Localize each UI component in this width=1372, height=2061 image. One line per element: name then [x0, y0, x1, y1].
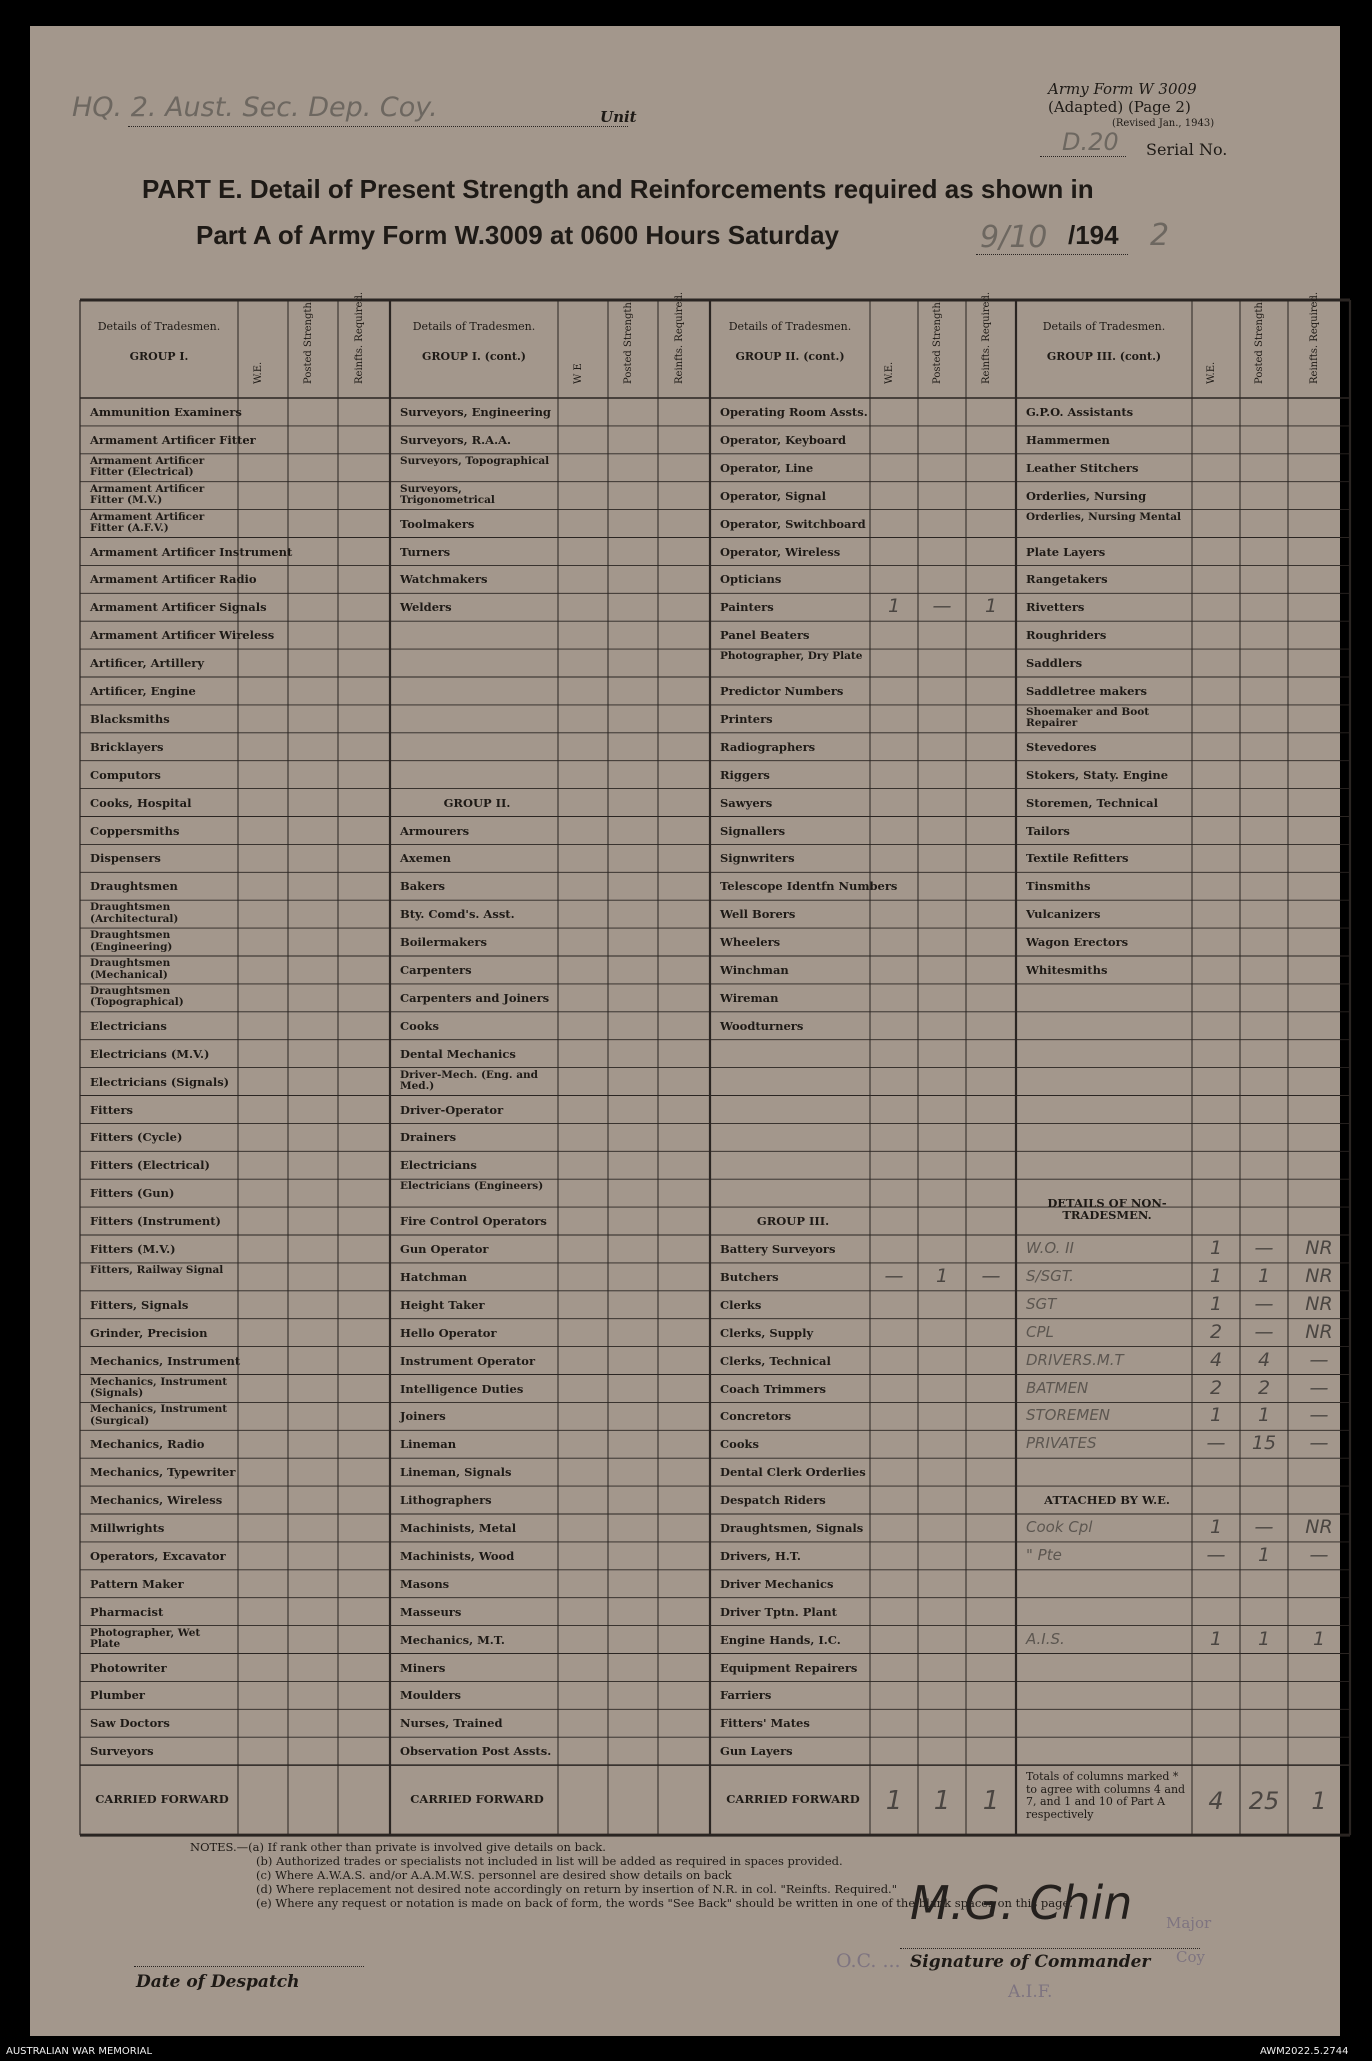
list-item: Hammermen: [1026, 432, 1110, 447]
value-handwritten: 1: [1257, 1543, 1271, 1566]
list-item: Cooks: [720, 1437, 759, 1452]
list-item: Operators, Excavator: [90, 1548, 226, 1563]
list-item: Photographer, Wet Plate: [90, 1626, 201, 1651]
list-item: Coppersmiths: [90, 823, 180, 838]
list-item: Draughtsmen (Topographical): [90, 984, 184, 1009]
list-item: Fitters (Electrical): [90, 1158, 210, 1173]
list-item: Toolmakers: [400, 516, 475, 531]
list-item: Concretors: [720, 1409, 792, 1424]
list-item: Bty. Comd's. Asst.: [400, 907, 515, 922]
list-item: Armament Artificer Fitter (Electrical): [90, 454, 205, 479]
list-item: Despatch Riders: [720, 1493, 826, 1508]
carried-forward-label: CARRIED FORWARD: [410, 1792, 544, 1807]
column-header-group: GROUP II. (cont.): [735, 350, 845, 363]
list-item: Driver Mechanics: [720, 1576, 834, 1591]
list-item: Electricians (Engineers): [400, 1180, 544, 1193]
carried-forward-value: 1: [933, 1786, 951, 1817]
list-item: Observation Post Assts.: [400, 1744, 552, 1759]
list-item-handwritten: Cook Cpl: [1026, 1518, 1093, 1536]
list-item: Orderlies, Nursing: [1026, 488, 1147, 503]
list-item: Fitters (M.V.): [90, 1242, 176, 1256]
list-item: Surveyors, Trigonometrical: [400, 482, 495, 507]
serial-label: Serial No.: [1146, 140, 1228, 159]
column-header-group: GROUP III. (cont.): [1046, 350, 1162, 363]
date-handwritten: 9/10: [980, 220, 1048, 255]
list-item: Gun Operator: [400, 1242, 489, 1256]
list-item: Cooks, Hospital: [90, 795, 192, 810]
column-header-posted: Posted Strength.: [932, 298, 943, 384]
value-handwritten: NR: [1305, 1237, 1333, 1259]
value-handwritten: —: [1309, 1348, 1329, 1371]
list-item: Mechanics, Instrument: [90, 1353, 241, 1368]
list-item: Orderlies, Nursing Mental: [1026, 510, 1181, 523]
group-heading: GROUP II.: [443, 795, 511, 810]
year-handwritten: 2: [1150, 218, 1170, 253]
list-item: Woodturners: [720, 1018, 804, 1033]
list-item: Engine Hands, I.C.: [720, 1632, 841, 1647]
list-item: Operator, Wireless: [720, 544, 841, 559]
list-item: Drivers, H.T.: [720, 1548, 801, 1563]
list-item: Fitters, Railway Signal: [90, 1263, 224, 1276]
list-item: Armament Artificer Instrument: [90, 544, 293, 559]
list-item: Photowriter: [90, 1660, 167, 1675]
list-item: Surveyors, Engineering: [400, 405, 551, 419]
list-item: Driver-Operator: [400, 1102, 504, 1117]
value-handwritten: 15: [1251, 1432, 1277, 1455]
column-header-posted: Posted Strength.: [1254, 298, 1265, 384]
value-handwritten: 1: [1257, 1264, 1271, 1287]
list-item: Operator, Line: [720, 460, 814, 475]
list-item: Well Borers: [720, 907, 796, 922]
value-handwritten: —: [932, 595, 952, 618]
list-item: Gun Layers: [720, 1744, 793, 1759]
list-item: Hello Operator: [400, 1325, 497, 1340]
list-item: Clerks, Supply: [720, 1325, 814, 1340]
list-item: Intelligence Duties: [400, 1381, 524, 1396]
group-heading: DETAILS OF NON-TRADESMEN.: [1047, 1196, 1167, 1223]
list-item: Armament Artificer Signals: [90, 600, 267, 615]
list-item: Mechanics, Instrument (Surgical): [90, 1403, 228, 1427]
value-handwritten: 1: [1257, 1627, 1271, 1650]
list-item: Predictor Numbers: [720, 684, 844, 698]
list-item: Plumber: [90, 1688, 145, 1703]
carried-forward-label: CARRIED FORWARD: [726, 1792, 860, 1807]
list-item: Millwrights: [90, 1521, 165, 1535]
list-item: Wireman: [720, 990, 779, 1005]
list-item: Opticians: [720, 572, 782, 587]
list-item-handwritten: S/SGT.: [1026, 1266, 1074, 1285]
value-handwritten: 4: [1257, 1348, 1271, 1371]
list-item: Joiners: [400, 1409, 446, 1424]
list-item: Moulders: [400, 1688, 462, 1703]
list-item: Cooks: [400, 1018, 439, 1033]
list-item: Computors: [90, 767, 161, 782]
list-item: Masons: [400, 1576, 450, 1591]
list-item: Stokers, Staty. Engine: [1026, 767, 1169, 782]
list-item: Nurses, Trained: [400, 1716, 503, 1731]
column-header-reinfts: Reinfts. Required.: [1309, 291, 1320, 384]
page-title: PART E. Detail of Present Strength and Reinforcements required as shown in: [142, 174, 1094, 204]
list-item: Operator, Switchboard: [720, 516, 866, 531]
value-handwritten: —: [1309, 1543, 1329, 1566]
list-item: Electricians: [90, 1018, 167, 1033]
value-handwritten: 4: [1209, 1348, 1223, 1371]
value-handwritten: —: [1309, 1404, 1329, 1427]
list-item: Instrument Operator: [400, 1353, 536, 1368]
list-item: Machinists, Metal: [400, 1521, 517, 1535]
list-item: Signallers: [720, 823, 786, 838]
list-item: Dental Clerk Orderlies: [720, 1465, 866, 1480]
list-item: Textile Refitters: [1026, 851, 1129, 866]
list-item: Whitesmiths: [1026, 963, 1108, 977]
list-item: Mechanics, Wireless: [90, 1493, 223, 1508]
value-handwritten: —: [1206, 1543, 1226, 1566]
list-item: Lineman: [400, 1437, 457, 1452]
list-item: Bakers: [400, 879, 445, 894]
list-item: Electricians: [400, 1158, 477, 1173]
list-item-handwritten: STOREMEN: [1026, 1406, 1111, 1425]
form-revised: (Revised Jan., 1943): [1112, 118, 1215, 129]
list-item: Storemen, Technical: [1026, 795, 1158, 810]
column-header-details: Details of Tradesmen.: [97, 320, 221, 333]
list-item: Fitters (Instrument): [90, 1214, 221, 1229]
list-item: Artificer, Engine: [90, 684, 196, 698]
list-item: Armament Artificer Fitter (A.F.V.): [90, 510, 205, 535]
column-header-details: Details of Tradesmen.: [728, 320, 852, 333]
value-handwritten: —: [1254, 1516, 1274, 1538]
column-header-group: GROUP I.: [129, 350, 189, 363]
list-item: Leather Stitchers: [1026, 460, 1139, 475]
list-item: Driver-Mech. (Eng. and Med.): [400, 1068, 538, 1093]
list-item: Sawyers: [720, 795, 773, 810]
list-item: Watchmakers: [400, 572, 488, 587]
signature-rule: [900, 1948, 1200, 1949]
list-item: Axemen: [400, 851, 451, 866]
list-item: Bricklayers: [90, 739, 164, 754]
list-item: Winchman: [720, 963, 789, 977]
list-item: Fitters' Mates: [720, 1716, 810, 1731]
list-item: Saddletree makers: [1026, 684, 1147, 698]
list-item: Lithographers: [400, 1493, 492, 1508]
value-handwritten: 2: [1209, 1376, 1223, 1399]
list-item: Electricians (Signals): [90, 1074, 230, 1089]
signature-label: Signature of Commander: [910, 1952, 1151, 1972]
value-handwritten: NR: [1305, 1320, 1333, 1343]
table-text-layer: [80, 291, 1350, 1852]
value-handwritten: —: [981, 1264, 1001, 1287]
list-item: Pattern Maker: [90, 1576, 184, 1591]
list-item: Artificer, Artillery: [90, 656, 205, 671]
serial-handwritten: D.20: [1062, 128, 1119, 156]
list-item: Clerks: [720, 1297, 762, 1312]
unit-handwritten: HQ. 2. Aust. Sec. Dep. Coy.: [72, 92, 438, 123]
group-heading: ATTACHED BY W.E.: [1044, 1493, 1170, 1508]
list-item: Draughtsmen (Architectural): [90, 901, 179, 925]
note-b: (b) Authorized trades or specialists not included in list will be added as required in spaces provided.: [256, 1854, 843, 1868]
list-item-handwritten: CPL: [1026, 1322, 1054, 1341]
list-item: Telescope Identfn Numbers: [720, 879, 898, 894]
list-item: Grinder, Precision: [90, 1325, 208, 1340]
list-item: Rivetters: [1026, 600, 1085, 615]
serial-rule: [1040, 156, 1126, 157]
list-item: Carpenters and Joiners: [400, 990, 550, 1005]
list-item: Printers: [720, 711, 773, 726]
list-item: G.P.O. Assistants: [1026, 405, 1134, 419]
list-item: Height Taker: [400, 1297, 485, 1312]
list-item: Operating Room Assts.: [720, 405, 868, 419]
list-item: Equipment Repairers: [720, 1660, 858, 1675]
carried-forward-value: 1: [885, 1786, 903, 1817]
list-item: Radiographers: [720, 739, 816, 754]
value-handwritten: —: [1254, 1292, 1274, 1315]
list-item: Armament Artificer Radio: [90, 572, 257, 587]
group-heading: GROUP III.: [756, 1214, 830, 1229]
list-item: Fitters, Signals: [90, 1297, 189, 1312]
value-handwritten: 1: [984, 595, 998, 618]
list-item: Surveyors, R.A.A.: [400, 432, 512, 447]
credit-left: AUSTRALIAN WAR MEMORIAL: [6, 2046, 153, 2057]
form-adapted: (Adapted) (Page 2): [1048, 98, 1191, 116]
list-item: Dispensers: [90, 851, 161, 866]
list-item: Saddlers: [1026, 656, 1083, 671]
list-item-handwritten: SGT: [1026, 1294, 1057, 1313]
list-item: Armament Artificer Fitter (M.V.): [90, 482, 205, 507]
date-rule: [976, 254, 1128, 255]
list-item: Panel Beaters: [720, 628, 810, 643]
value-handwritten: —: [1254, 1237, 1274, 1259]
value-handwritten: NR: [1305, 1292, 1333, 1315]
list-item: Vulcanizers: [1026, 907, 1101, 922]
list-item: Fire Control Operators: [400, 1214, 547, 1229]
form-sheet: [30, 26, 1340, 2036]
value-handwritten: 1: [1209, 1264, 1223, 1287]
column-header-details: Details of Tradesmen.: [412, 320, 536, 333]
list-item: Draughtsmen (Engineering): [90, 929, 173, 953]
note-c: (c) Where A.W.A.S. and/or A.A.M.W.S. personnel are desired show details on back: [256, 1868, 732, 1882]
totals-note: Totals of columns marked * to agree with columns 4 and 7, and 1 and 10 of Part A respectively: [1026, 1770, 1186, 1821]
column-header-reinfts: Reinfts. Required.: [981, 291, 992, 384]
list-item: Shoemaker and Boot Repairer: [1026, 705, 1150, 730]
column-header-posted: Posted Strength.: [303, 298, 314, 384]
value-handwritten: 1: [1312, 1627, 1326, 1650]
list-item: Tailors: [1026, 823, 1070, 838]
value-handwritten: NR: [1305, 1516, 1333, 1538]
list-item: Signwriters: [720, 851, 795, 866]
value-handwritten: 1: [1257, 1404, 1271, 1427]
list-item: Tinsmiths: [1026, 879, 1091, 894]
list-item: Plate Layers: [1026, 544, 1106, 559]
stamp-coy: Coy: [1176, 1948, 1205, 1966]
list-item: Turners: [400, 544, 451, 559]
value-handwritten: —: [1206, 1432, 1226, 1455]
note-a: NOTES.—(a) If rank other than private is involved give details on back.: [190, 1840, 606, 1854]
list-item-handwritten: A.I.S.: [1026, 1629, 1065, 1648]
list-item: Stevedores: [1026, 739, 1097, 754]
value-handwritten: —: [1254, 1320, 1274, 1343]
note-e: (e) Where any request or notation is made on back of form, the words "See Back" should be written in one of the blank spaces on this page.: [256, 1896, 1073, 1910]
note-d: (d) Where replacement not desired note accordingly on return by insertion of N.R. in col. "Reinfts. Required.": [256, 1882, 897, 1896]
list-item: Fitters: [90, 1102, 134, 1117]
list-item: Armament Artificer Fitter: [90, 432, 256, 447]
list-item: Painters: [720, 600, 774, 615]
unit-rule: [128, 126, 628, 127]
list-item: Draughtsmen: [90, 879, 178, 894]
column-header-details: Details of Tradesmen.: [1042, 320, 1166, 333]
column-header-we: W.E.: [253, 361, 264, 384]
value-handwritten: —: [884, 1264, 904, 1287]
list-item: Carpenters: [400, 963, 472, 977]
date-despatch-label: Date of Despatch: [136, 1972, 300, 1992]
list-item: Butchers: [720, 1269, 779, 1284]
column-header-we: W.E.: [1206, 361, 1217, 384]
value-handwritten: 1: [1209, 1404, 1223, 1427]
list-item: Operator, Keyboard: [720, 432, 847, 447]
list-item: Draughtsmen (Mechanical): [90, 957, 171, 981]
date-despatch-rule: [134, 1966, 364, 1967]
list-item: Driver Tptn. Plant: [720, 1604, 837, 1619]
column-header-reinfts: Reinfts. Required.: [354, 291, 365, 384]
list-item: Dental Mechanics: [400, 1046, 516, 1061]
list-item: Wagon Erectors: [1026, 935, 1129, 950]
list-item: Mechanics, Radio: [90, 1437, 205, 1452]
list-item: Armament Artificer Wireless: [90, 628, 275, 643]
value-handwritten: 1: [1209, 1627, 1223, 1650]
list-item-handwritten: BATMEN: [1026, 1378, 1089, 1397]
value-handwritten: 1: [935, 1264, 949, 1287]
list-item: Hatchman: [400, 1269, 467, 1284]
commander-signature: M.G. Chin: [910, 1876, 1133, 1930]
list-item: Armourers: [400, 823, 470, 838]
list-item-handwritten: DRIVERS.M.T: [1026, 1350, 1124, 1369]
list-item: Miners: [400, 1660, 446, 1675]
year-printed: /194: [1068, 220, 1119, 250]
list-item: Electricians (M.V.): [90, 1046, 210, 1061]
list-item: Fitters (Cycle): [90, 1130, 183, 1145]
list-item: Surveyors: [90, 1744, 154, 1759]
stamp-major: Major: [1166, 1914, 1212, 1932]
value-handwritten: 1: [887, 595, 901, 618]
value-handwritten: NR: [1305, 1264, 1333, 1287]
list-item: Lineman, Signals: [400, 1465, 512, 1480]
list-item: Surveyors, Topographical: [400, 454, 550, 467]
list-item: Wheelers: [720, 935, 781, 950]
page-subtitle: Part A of Army Form W.3009 at 0600 Hours Saturday: [196, 220, 839, 250]
column-header-group: GROUP I. (cont.): [422, 350, 526, 363]
totals-value: 1: [1311, 1787, 1327, 1816]
list-item: Fitters (Gun): [90, 1186, 175, 1201]
value-handwritten: 1: [1209, 1292, 1223, 1315]
list-item: Blacksmiths: [90, 711, 170, 726]
value-handwritten: —: [1309, 1376, 1329, 1399]
list-item: Draughtsmen, Signals: [720, 1521, 864, 1535]
list-item: Riggers: [720, 767, 770, 782]
list-item: Mechanics, Instrument (Signals): [90, 1375, 228, 1399]
list-item: Rangetakers: [1026, 572, 1108, 587]
list-item: Drainers: [400, 1130, 457, 1145]
value-handwritten: 1: [1209, 1516, 1223, 1538]
list-item: Battery Surveyors: [720, 1242, 836, 1256]
list-item-handwritten: PRIVATES: [1026, 1434, 1097, 1453]
list-item: Mechanics, M.T.: [400, 1632, 505, 1647]
list-item: Roughriders: [1026, 628, 1107, 643]
list-item: Clerks, Technical: [720, 1353, 831, 1368]
stamp-aif: A.I.F.: [1008, 1982, 1053, 2002]
list-item: Boilermakers: [400, 935, 487, 950]
carried-forward-value: 1: [982, 1786, 1000, 1817]
list-item: Pharmacist: [90, 1604, 164, 1619]
value-handwritten: —: [1309, 1432, 1329, 1455]
unit-label: Unit: [600, 108, 637, 126]
list-item: Ammunition Examiners: [90, 405, 242, 419]
credit-right: AWM2022.5.2744: [1260, 2046, 1349, 2057]
list-item: Photographer, Dry Plate: [720, 650, 863, 663]
column-header-we: W.E.: [884, 361, 895, 384]
totals-value: 25: [1248, 1787, 1280, 1816]
totals-value: 4: [1208, 1787, 1224, 1816]
list-item: Farriers: [720, 1688, 772, 1703]
column-header-we: W E: [573, 363, 584, 384]
value-handwritten: 1: [1209, 1237, 1223, 1259]
form-number: Army Form W 3009: [1048, 80, 1197, 98]
column-header-posted: Posted Strength.: [623, 298, 634, 384]
list-item: Welders: [400, 600, 452, 615]
list-item-handwritten: " Pte: [1026, 1545, 1062, 1564]
stamp-oc: O.C. ...: [836, 1950, 901, 1972]
list-item: Operator, Signal: [720, 488, 826, 503]
list-item: Mechanics, Typewriter: [90, 1465, 236, 1480]
list-item: Masseurs: [400, 1604, 462, 1619]
carried-forward-label: CARRIED FORWARD: [95, 1792, 229, 1807]
list-item-handwritten: W.O. II: [1026, 1239, 1074, 1257]
value-handwritten: 2: [1257, 1376, 1271, 1399]
list-item: Machinists, Wood: [400, 1548, 515, 1563]
list-item: Saw Doctors: [90, 1716, 170, 1731]
list-item: Coach Trimmers: [720, 1381, 826, 1396]
value-handwritten: 2: [1209, 1320, 1223, 1343]
column-header-reinfts: Reinfts. Required.: [674, 291, 685, 384]
